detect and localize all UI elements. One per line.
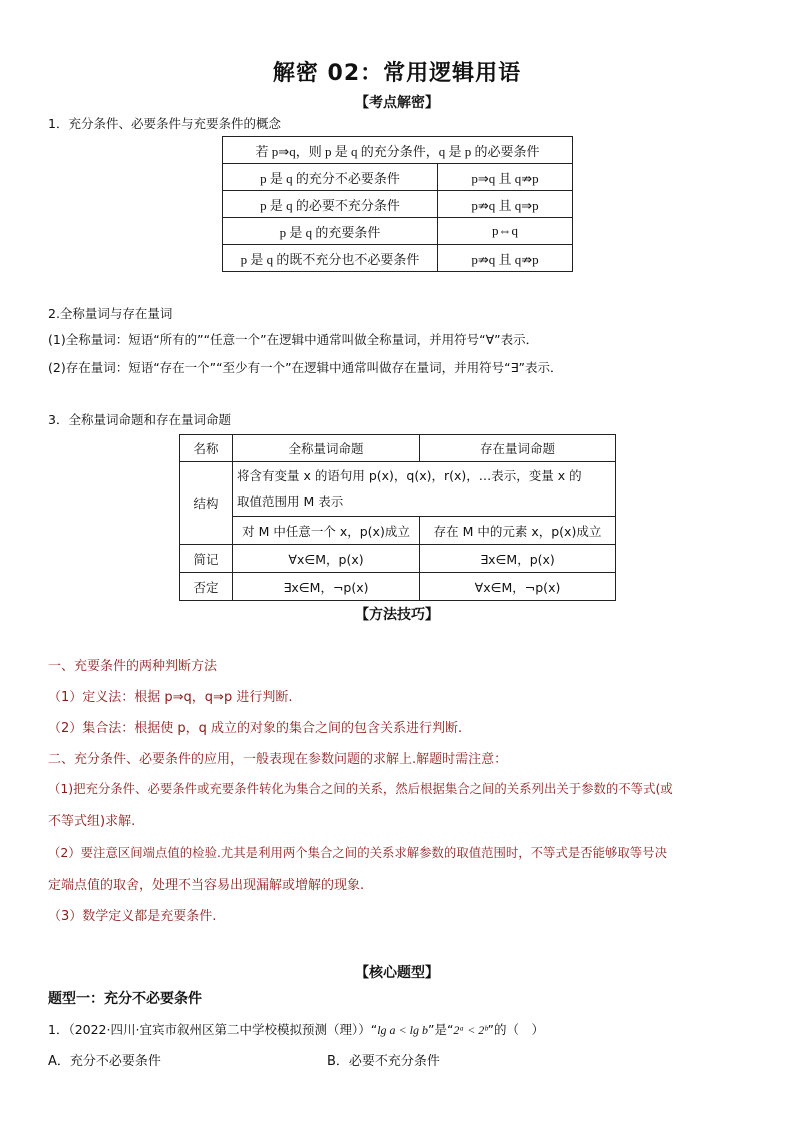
paragraph-universal: (1)全称量词：短语“所有的”“任意一个”在逻辑中通常叫做全称量词，并用符号“∀”表示． <box>48 332 539 347</box>
question-1-prefix: 1．（2022·四川·宜宾市叙州区第二中学校模拟预测（理））“ <box>48 1022 378 1037</box>
neg-exist: ∀x∈M，¬p(x) <box>420 573 616 601</box>
question-1-mid: ”是“ <box>427 1022 454 1037</box>
table-row <box>223 191 573 218</box>
struct-exist: 存在 M 中的元素 x，p(x)成立 <box>420 517 616 545</box>
table1-cell: p⇏q 且 q⇏p <box>438 245 573 272</box>
section-kaodian: 【考点解密】 <box>355 95 439 111</box>
option-a[interactable]: A．充分不必要条件 <box>48 1054 161 1069</box>
table-row <box>223 245 573 272</box>
table2-row-label: 否定 <box>180 573 233 601</box>
table2-row-label: 简记 <box>180 545 233 573</box>
section-hexin: 【核心题型】 <box>355 965 439 981</box>
question-1-condition-1: lg a < lg b <box>377 1023 428 1037</box>
question-type-1: 题型一：充分不必要条件 <box>48 991 202 1007</box>
neg-all: ∃x∈M，¬p(x) <box>233 573 420 601</box>
method-1-item-1: （1）定义法：根据 p⇒q，q⇒p 进行判断. <box>48 690 293 705</box>
heading-3: 3．全称量词命题和存在量词命题 <box>48 412 231 427</box>
method-2-item-2a: （2）要注意区间端点值的检验.尤其是利用两个集合之间的关系求解参数的取值范围时，不等式是否能够取等号决 <box>48 845 667 860</box>
question-1-suffix: ”的（ ） <box>487 1022 545 1037</box>
table2-header: 名称 <box>180 435 233 462</box>
table-quantifiers <box>179 434 616 601</box>
method-1-title: 一、充要条件的两种判断方法 <box>48 659 218 674</box>
struct-common-line2: 取值范围用 M 表示 <box>237 494 344 509</box>
table-row <box>223 164 573 191</box>
table2-header: 存在量词命题 <box>420 435 616 462</box>
method-2-item-2b: 定端点值的取舍，处理不当容易出现漏解或增解的现象. <box>48 878 365 893</box>
method-1-item-2: （2）集合法：根据使 p，q 成立的对象的集合之间的包含关系进行判断. <box>48 721 463 736</box>
method-2-title: 二、充分条件、必要条件的应用，一般表现在参数问题的求解上.解题时需注意： <box>48 752 508 767</box>
table-conditions <box>222 136 573 272</box>
method-2-item-3: （3）数学定义都是充要条件. <box>48 909 217 924</box>
table1-cell: p 是 q 的必要不充分条件 <box>223 191 438 218</box>
question-1-condition-2: 2ᵃ < 2ᵇ <box>453 1023 488 1037</box>
section-fangfa: 【方法技巧】 <box>355 607 439 623</box>
table1-cell: p⇏q 且 q⇒p <box>438 191 573 218</box>
table1-header: 若 p⇒q，则 p 是 q 的充分条件，q 是 p 的必要条件 <box>223 137 573 164</box>
table-row <box>223 218 573 245</box>
short-all: ∀x∈M，p(x) <box>233 545 420 573</box>
method-2-item-1a: （1)把充分条件、必要条件或充要条件转化为集合之间的关系，然后根据集合之间的关系列出关于参数的不等式(或 <box>48 781 673 796</box>
short-exist: ∃x∈M，p(x) <box>420 545 616 573</box>
table1-cell: p⇒q 且 q⇏p <box>438 164 573 191</box>
table2-header: 全称量词命题 <box>233 435 420 462</box>
paragraph-existential: (2)存在量词：短语“存在一个”“至少有一个”在逻辑中通常叫做存在量词，并用符号“∃”表示． <box>48 360 563 375</box>
table1-cell: p 是 q 的充要条件 <box>223 218 438 245</box>
method-2-item-1b: 不等式组)求解. <box>48 814 136 829</box>
page-title: 解密 02：常用逻辑用语 <box>272 61 522 86</box>
table1-cell: p⇔q <box>438 218 573 245</box>
struct-common-line1: 将含有变量 x 的语句用 p(x)，q(x)，r(x)，…表示，变量 x 的 <box>237 468 582 483</box>
heading-1: 1．充分条件、必要条件与充要条件的概念 <box>48 116 281 131</box>
question-1 <box>48 1020 544 1038</box>
table1-cell: p 是 q 的既不充分也不必要条件 <box>223 245 438 272</box>
table1-cell: p 是 q 的充分不必要条件 <box>223 164 438 191</box>
heading-2: 2.全称量词与存在量词 <box>48 306 173 321</box>
table2-row-label: 结构 <box>180 462 233 545</box>
option-b[interactable]: B．必要不充分条件 <box>327 1054 440 1069</box>
struct-all: 对 M 中任意一个 x，p(x)成立 <box>233 517 420 545</box>
